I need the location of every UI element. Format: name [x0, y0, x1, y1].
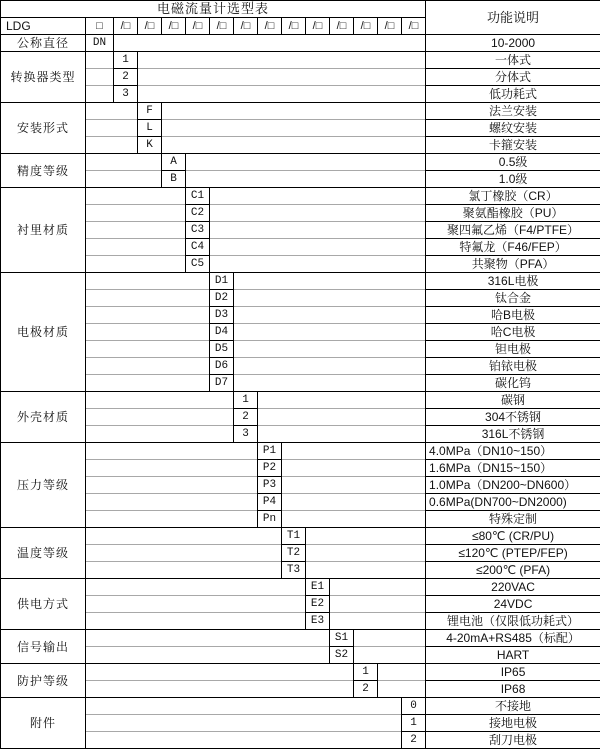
function-desc: 锂电池（仅限低功耗式）: [426, 613, 600, 630]
function-desc: 特氟龙（F46/FEP）: [426, 239, 600, 256]
section-label: 防护等级: [1, 664, 86, 698]
filler: [86, 290, 210, 307]
filler: [86, 630, 330, 647]
option-row: [1, 222, 600, 239]
function-desc: 共聚物（PFA）: [426, 256, 600, 273]
option-row: [1, 613, 600, 630]
section-label: 安装形式: [1, 103, 86, 154]
function-desc: 螺纹安装: [426, 120, 600, 137]
option-row: [1, 69, 600, 86]
filler: [86, 307, 210, 324]
option-row: [1, 171, 600, 188]
filler: [86, 52, 114, 69]
code-slot: /□: [306, 18, 330, 35]
option-code: 2: [114, 69, 138, 86]
function-desc: 碳化钨: [426, 375, 600, 392]
option-code: DN: [86, 35, 114, 52]
filler: [86, 239, 186, 256]
filler: [210, 256, 426, 273]
function-desc: 低功耗式: [426, 86, 600, 103]
filler: [86, 562, 282, 579]
function-desc: 316L不锈钢: [426, 426, 600, 443]
section-label: 衬里材质: [1, 188, 86, 273]
function-desc: 一体式: [426, 52, 600, 69]
option-code: T3: [282, 562, 306, 579]
option-row: [1, 647, 600, 664]
function-desc: 0.5级: [426, 154, 600, 171]
function-desc: 304不锈钢: [426, 409, 600, 426]
function-desc: HART: [426, 647, 600, 664]
filler: [86, 86, 114, 103]
option-code: D1: [210, 273, 234, 290]
code-box: □: [86, 18, 114, 35]
function-desc: 10-2000: [426, 35, 600, 52]
diameter-row: [1, 35, 600, 52]
filler: [138, 86, 426, 103]
function-desc: 0.6MPa(DN700~DN2000): [426, 494, 600, 511]
option-row: [1, 52, 600, 69]
filler: [86, 443, 258, 460]
option-row: [1, 579, 600, 596]
option-code: 2: [234, 409, 258, 426]
option-row: [1, 307, 600, 324]
code-slot: /□: [186, 18, 210, 35]
option-row: [1, 103, 600, 120]
filler: [330, 596, 426, 613]
option-row: [1, 443, 600, 460]
function-desc: 聚氨酯橡胶（PU）: [426, 205, 600, 222]
function-desc: ≤200℃ (PFA): [426, 562, 600, 579]
filler: [258, 426, 426, 443]
filler: [86, 120, 138, 137]
filler: [86, 596, 306, 613]
code-slot: /□: [330, 18, 354, 35]
filler: [86, 528, 282, 545]
function-desc: 分体式: [426, 69, 600, 86]
filler: [234, 307, 426, 324]
option-row: [1, 494, 600, 511]
code-slot: /□: [402, 18, 426, 35]
option-row: [1, 290, 600, 307]
option-row: [1, 698, 600, 715]
option-code: D4: [210, 324, 234, 341]
section-label: 温度等级: [1, 528, 86, 579]
option-code: 3: [234, 426, 258, 443]
filler: [86, 664, 354, 681]
option-code: B: [162, 171, 186, 188]
filler: [138, 69, 426, 86]
option-row: [1, 358, 600, 375]
code-slot: /□: [162, 18, 186, 35]
option-code: D7: [210, 375, 234, 392]
function-desc: 4-20mA+RS485（标配）: [426, 630, 600, 647]
option-code: 1: [402, 715, 426, 732]
option-row: [1, 273, 600, 290]
filler: [86, 511, 258, 528]
function-desc: 接地电极: [426, 715, 600, 732]
function-desc: 1.0级: [426, 171, 600, 188]
filler: [86, 205, 186, 222]
option-code: 1: [234, 392, 258, 409]
filler: [86, 715, 402, 732]
filler: [162, 103, 426, 120]
filler: [86, 579, 306, 596]
option-code: C1: [186, 188, 210, 205]
function-desc: 法兰安装: [426, 103, 600, 120]
filler: [234, 358, 426, 375]
function-desc: 特殊定制: [426, 511, 600, 528]
option-row: [1, 86, 600, 103]
function-desc: IP68: [426, 681, 600, 698]
filler: [234, 341, 426, 358]
function-desc: IP65: [426, 664, 600, 681]
filler: [86, 732, 402, 749]
filler: [210, 188, 426, 205]
filler: [86, 188, 186, 205]
filler: [258, 392, 426, 409]
function-desc: 聚四氟乙烯（F4/PTFE）: [426, 222, 600, 239]
function-desc: 哈C电极: [426, 324, 600, 341]
option-row: [1, 324, 600, 341]
filler: [86, 460, 258, 477]
option-code: L: [138, 120, 162, 137]
section-label: 外壳材质: [1, 392, 86, 443]
filler: [186, 154, 426, 171]
function-desc: 钛合金: [426, 290, 600, 307]
option-row: [1, 528, 600, 545]
option-code: C5: [186, 256, 210, 273]
filler: [306, 528, 426, 545]
option-code: D3: [210, 307, 234, 324]
option-row: [1, 426, 600, 443]
filler: [210, 222, 426, 239]
option-code: E2: [306, 596, 330, 613]
filler: [234, 324, 426, 341]
option-code: S2: [330, 647, 354, 664]
filler: [282, 477, 426, 494]
section-label: 精度等级: [1, 154, 86, 188]
filler: [282, 511, 426, 528]
function-desc: 4.0MPa（DN10~150）: [426, 443, 600, 460]
function-desc: 氯丁橡胶（CR）: [426, 188, 600, 205]
code-slot: /□: [378, 18, 402, 35]
function-desc: ≤120℃ (PTEP/FEP): [426, 545, 600, 562]
filler: [86, 69, 114, 86]
filler: [86, 647, 330, 664]
option-code: Pn: [258, 511, 282, 528]
filler: [86, 426, 234, 443]
filler: [378, 664, 426, 681]
section-label: 信号输出: [1, 630, 86, 664]
option-row: [1, 188, 600, 205]
option-row: [1, 511, 600, 528]
filler: [234, 375, 426, 392]
option-code: 3: [114, 86, 138, 103]
option-code: 1: [354, 664, 378, 681]
filler: [234, 290, 426, 307]
filler: [330, 613, 426, 630]
code-slot: /□: [354, 18, 378, 35]
option-code: 2: [354, 681, 378, 698]
filler: [162, 137, 426, 154]
section-label: 转换器类型: [1, 52, 86, 103]
option-code: S1: [330, 630, 354, 647]
option-row: [1, 562, 600, 579]
filler: [86, 103, 138, 120]
filler: [86, 409, 234, 426]
option-row: [1, 409, 600, 426]
code-slot: /□: [114, 18, 138, 35]
filler: [86, 477, 258, 494]
section-label: 供电方式: [1, 579, 86, 630]
code-slot: /□: [282, 18, 306, 35]
option-row: [1, 630, 600, 647]
section-label: 公称直径: [1, 35, 86, 52]
option-row: [1, 154, 600, 171]
option-code: K: [138, 137, 162, 154]
filler: [210, 205, 426, 222]
filler: [114, 35, 426, 52]
filler: [354, 630, 426, 647]
section-label: 压力等级: [1, 443, 86, 528]
page-title: 电磁流量计选型表: [1, 1, 426, 18]
option-row: [1, 341, 600, 358]
filler: [86, 698, 402, 715]
filler: [86, 358, 210, 375]
function-desc: 碳钢: [426, 392, 600, 409]
filler: [86, 494, 258, 511]
option-code: 2: [402, 732, 426, 749]
filler: [86, 137, 138, 154]
filler: [162, 120, 426, 137]
option-row: [1, 392, 600, 409]
option-code: E3: [306, 613, 330, 630]
option-row: [1, 596, 600, 613]
filler: [354, 647, 426, 664]
filler: [330, 579, 426, 596]
filler: [86, 613, 306, 630]
option-code: A: [162, 154, 186, 171]
filler: [86, 324, 210, 341]
filler: [306, 562, 426, 579]
option-row: [1, 239, 600, 256]
section-label: 附件: [1, 698, 86, 749]
function-desc: 钽电极: [426, 341, 600, 358]
option-row: [1, 137, 600, 154]
filler: [282, 494, 426, 511]
option-row: [1, 545, 600, 562]
code-slot: /□: [258, 18, 282, 35]
function-desc: ≤80℃ (CR/PU): [426, 528, 600, 545]
function-desc: 220VAC: [426, 579, 600, 596]
filler: [86, 273, 210, 290]
option-row: [1, 256, 600, 273]
filler: [282, 460, 426, 477]
model-prefix: LDG: [1, 18, 86, 35]
option-code: P2: [258, 460, 282, 477]
option-code: C4: [186, 239, 210, 256]
option-code: 0: [402, 698, 426, 715]
option-row: [1, 715, 600, 732]
option-code: P4: [258, 494, 282, 511]
option-code: C2: [186, 205, 210, 222]
code-slot: /□: [210, 18, 234, 35]
filler: [86, 256, 186, 273]
option-code: D5: [210, 341, 234, 358]
option-code: D2: [210, 290, 234, 307]
filler: [306, 545, 426, 562]
filler: [86, 545, 282, 562]
filler: [234, 273, 426, 290]
option-code: P1: [258, 443, 282, 460]
function-desc: 316L电极: [426, 273, 600, 290]
function-desc: 1.0MPa（DN200~DN600）: [426, 477, 600, 494]
option-row: [1, 205, 600, 222]
option-row: [1, 732, 600, 749]
option-code: F: [138, 103, 162, 120]
option-row: [1, 375, 600, 392]
function-desc: 刮刀电极: [426, 732, 600, 749]
function-desc: 1.6MPa（DN15~150）: [426, 460, 600, 477]
option-row: [1, 477, 600, 494]
function-desc: 24VDC: [426, 596, 600, 613]
filler: [378, 681, 426, 698]
option-code: D6: [210, 358, 234, 375]
filler: [86, 222, 186, 239]
filler: [138, 52, 426, 69]
filler: [186, 171, 426, 188]
filler: [282, 443, 426, 460]
code-slot: /□: [234, 18, 258, 35]
function-desc: 铂铱电极: [426, 358, 600, 375]
option-code: C3: [186, 222, 210, 239]
option-code: E1: [306, 579, 330, 596]
header-row: [1, 1, 600, 18]
option-row: [1, 681, 600, 698]
filler: [86, 375, 210, 392]
option-row: [1, 460, 600, 477]
filler: [258, 409, 426, 426]
function-desc: 卡箍安装: [426, 137, 600, 154]
filler: [86, 341, 210, 358]
filler: [86, 154, 162, 171]
code-slot: /□: [138, 18, 162, 35]
function-column-header: 功能说明: [426, 1, 600, 35]
function-desc: 哈B电极: [426, 307, 600, 324]
function-desc: 不接地: [426, 698, 600, 715]
section-label: 电极材质: [1, 273, 86, 392]
filler: [210, 239, 426, 256]
filler: [86, 171, 162, 188]
option-code: 1: [114, 52, 138, 69]
option-code: P3: [258, 477, 282, 494]
option-row: [1, 664, 600, 681]
option-code: T2: [282, 545, 306, 562]
filler: [86, 392, 234, 409]
filler: [86, 681, 354, 698]
option-code: T1: [282, 528, 306, 545]
option-row: [1, 120, 600, 137]
